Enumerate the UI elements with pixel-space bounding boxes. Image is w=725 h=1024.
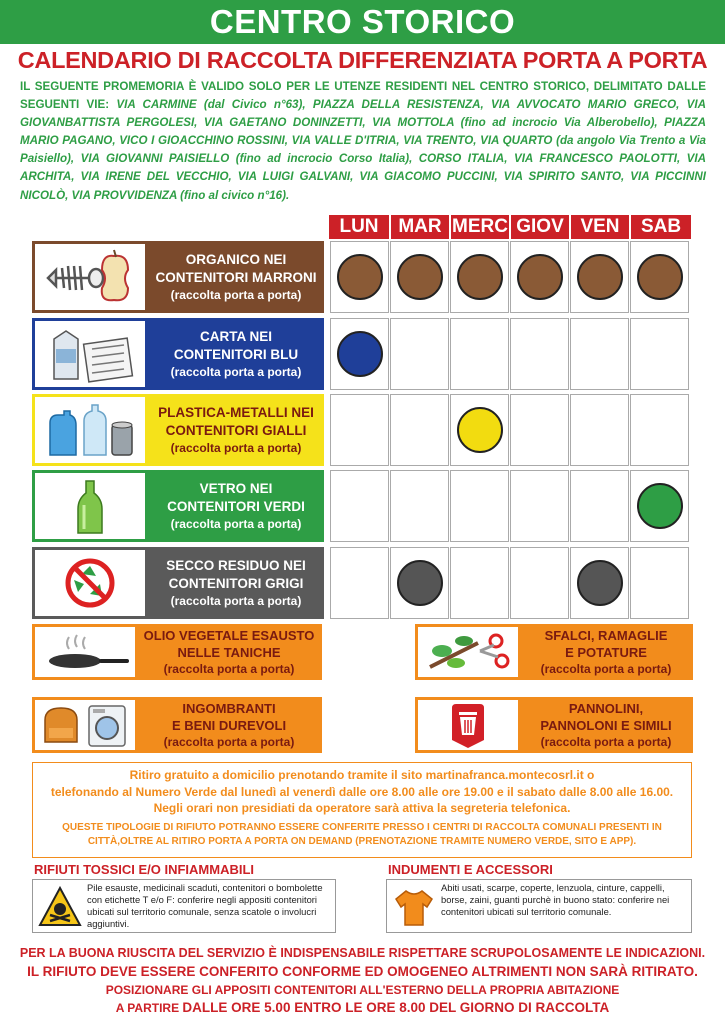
card-label-1: PANNOLINI, bbox=[568, 701, 644, 716]
card-label-2: NELLE TANICHE bbox=[177, 645, 281, 660]
calendar-cell bbox=[630, 241, 689, 313]
plastic-metal-icon bbox=[35, 397, 145, 463]
footer-line-1: PER LA BUONA RIUSCITA DEL SERVIZIO È INDISPENSABILE RISPETTARE SCRUPOLOSAMENTE LE INDICAZIONI. bbox=[19, 946, 706, 960]
card-pannolini bbox=[415, 697, 693, 753]
category-label-1: CARTA NEI bbox=[200, 328, 272, 344]
no-recycle-icon bbox=[35, 550, 145, 616]
card-note: (raccolta porta a porta) bbox=[163, 662, 295, 676]
booking-line-3: Negli orari non presidiati da operatore sarà attiva la segreteria telefonica. bbox=[153, 801, 571, 815]
booking-info-box bbox=[32, 762, 692, 858]
calendar-cell bbox=[510, 241, 569, 313]
calendar-cell bbox=[570, 241, 629, 313]
collection-dot bbox=[337, 254, 383, 300]
page-title: CENTRO STORICO bbox=[0, 0, 725, 44]
collection-dot bbox=[637, 254, 683, 300]
card-label-2: PANNOLONI E SIMILI bbox=[540, 718, 672, 733]
calendar-cell bbox=[390, 318, 449, 390]
category-label-1: PLASTICA-METALLI NEI bbox=[158, 404, 314, 420]
collection-dot bbox=[517, 254, 563, 300]
collection-dot bbox=[397, 254, 443, 300]
category-organico bbox=[32, 241, 324, 313]
frying-pan-icon bbox=[35, 627, 135, 677]
calendar-cell bbox=[330, 470, 389, 542]
intro-paragraph bbox=[20, 78, 706, 205]
calendar-cell bbox=[570, 394, 629, 466]
collection-dot bbox=[457, 407, 503, 453]
category-note: (raccolta porta a porta) bbox=[170, 593, 302, 608]
collection-dot bbox=[577, 254, 623, 300]
category-label-2: CONTENITORI GIALLI bbox=[165, 422, 307, 438]
category-note: (raccolta porta a porta) bbox=[170, 440, 302, 455]
toxic-title: RIFIUTI TOSSICI E/O INFIAMMABILI bbox=[34, 862, 255, 877]
category-note: (raccolta porta a porta) bbox=[170, 287, 302, 302]
category-note: (raccolta porta a porta) bbox=[170, 516, 302, 531]
intro-streets: VIA CARMINE (dal Civico n°63), PIAZZA DELLA RESISTENZA, VIA AVVOCATO MARIO GRECO, VIA GIOVANBATTISTA PERGOLESI, VIA GAETANO DONINZETTI, VIA MOTTOLA (fino ad incrocio Via Alberobello), PIAZZA MARIO PAGANO, VICO I GIOACCHINO ROSSINI, VIA VALLE D'ITRIA, VIA TRENTO, VIA QUARTO (da angolo Via Trento a Via Paisiello), VIA GIOVANNI PAISIELLO (fino ad incrocio Corso Italia), CORSO ITALIA, VIA FRANCESCO PAOLOTTI, VIA ARCHITA, VIA IRENE DEL VECCHIO, VIA LUIGI GALVANI, VIA GIACOMO PUCCINI, VIA SPIRITO SANTO, VIA PICCINNI NICOLÒ, VIA PROVVIDENZA (fino al civico n°16). bbox=[20, 98, 706, 202]
calendar-cell bbox=[450, 547, 509, 619]
collection-dot bbox=[337, 331, 383, 377]
calendar-cell bbox=[450, 241, 509, 313]
calendar-cell bbox=[510, 470, 569, 542]
calendar-cell bbox=[450, 394, 509, 466]
category-label-1: ORGANICO NEI bbox=[185, 251, 287, 267]
card-label-1: OLIO VEGETALE ESAUSTO bbox=[143, 628, 315, 643]
organic-waste-icon bbox=[35, 244, 145, 310]
card-note: (raccolta porta a porta) bbox=[540, 735, 672, 749]
card-label-2: E POTATURE bbox=[565, 645, 647, 660]
footer-line-4 bbox=[0, 1000, 725, 1015]
calendar-cell bbox=[630, 470, 689, 542]
calendar-cell bbox=[330, 547, 389, 619]
day-header-sab: SAB bbox=[631, 215, 691, 239]
tshirt-icon bbox=[390, 883, 438, 931]
card-ingombranti bbox=[32, 697, 322, 753]
card-sfalci bbox=[415, 624, 693, 680]
hazard-skull-icon bbox=[36, 883, 84, 931]
category-note: (raccolta porta a porta) bbox=[170, 364, 302, 379]
category-plastica bbox=[32, 394, 324, 466]
paper-waste-icon bbox=[35, 321, 145, 387]
furniture-appliance-icon bbox=[35, 700, 135, 750]
calendar-cell bbox=[630, 547, 689, 619]
day-header-ven: VEN bbox=[571, 215, 629, 239]
trash-bin-icon bbox=[418, 700, 518, 750]
collection-dot bbox=[457, 254, 503, 300]
page-subtitle: CALENDARIO DI RACCOLTA DIFFERENZIATA PORTA A PORTA bbox=[17, 47, 708, 73]
card-olio bbox=[32, 624, 322, 680]
category-label-1: SECCO RESIDUO NEI bbox=[166, 557, 306, 573]
footer-line-3: POSIZIONARE GLI APPOSITI CONTENITORI ALL'ESTERNO DELLA PROPRIA ABITAZIONE bbox=[105, 983, 620, 997]
category-label-2: CONTENITORI MARRONI bbox=[155, 269, 317, 285]
calendar-cell bbox=[390, 394, 449, 466]
category-label-2: CONTENITORI GRIGI bbox=[168, 575, 304, 591]
category-label-2: CONTENITORI BLU bbox=[173, 346, 299, 362]
day-header-mar: MAR bbox=[391, 215, 449, 239]
collection-dot bbox=[577, 560, 623, 606]
footer-line-4b: DALLE ORE 5.00 ENTRO LE ORE 8.00 DEL GIORNO DI RACCOLTA bbox=[182, 1000, 610, 1015]
calendar-cell bbox=[450, 318, 509, 390]
collection-dot bbox=[637, 483, 683, 529]
toxic-description: Pile esauste, medicinali scaduti, contenitori o bombolette con etichette T e/o F: conferire negli appositi contenitori ubicati sul territorio comunale, senza scatole o involucri aggiuntivi. bbox=[87, 882, 323, 929]
calendar-cell bbox=[330, 241, 389, 313]
calendar-cell bbox=[570, 318, 629, 390]
toxic-info-box bbox=[32, 879, 336, 933]
clothes-info-box bbox=[386, 879, 692, 933]
booking-line-1: Ritiro gratuito a domicilio prenotando tramite il sito martinafranca.montecosrl.it o bbox=[129, 768, 595, 782]
card-note: (raccolta porta a porta) bbox=[163, 735, 295, 749]
footer-line-4a: A PARTIRE bbox=[115, 1001, 183, 1015]
footer-line-2: IL RIFIUTO DEVE ESSERE CONFERITO CONFORME ED OMOGENEO ALTRIMENTI NON SARÀ RITIRATO. bbox=[27, 964, 698, 979]
category-vetro bbox=[32, 470, 324, 542]
calendar-cell bbox=[630, 394, 689, 466]
calendar-cell bbox=[330, 318, 389, 390]
card-note: (raccolta porta a porta) bbox=[540, 662, 672, 676]
calendar-cell bbox=[450, 470, 509, 542]
calendar-cell bbox=[630, 318, 689, 390]
calendar-cell bbox=[570, 547, 629, 619]
calendar-cell bbox=[330, 394, 389, 466]
calendar-cell bbox=[510, 394, 569, 466]
booking-line-2: telefonando al Numero Verde dal lunedì al venerdì dalle ore 8.00 alle ore 19.00 e il sabato dalle 8.00 alle 16.00. bbox=[50, 784, 674, 799]
booking-note-2: CITTÀ,OLTRE AL RITIRO PORTA A PORTA ON DEMAND (PRENOTAZIONE TRAMITE NUMERO VERDE, SITO E APP). bbox=[87, 835, 637, 847]
intro-prefix: IL SEGUENTE PROMEMORIA È VALIDO SOLO PER LE UTENZE RESIDENTI NEL CENTRO STORICO, DELIMITATO DALLE SEGUENTI VIE: bbox=[20, 80, 706, 112]
pruning-shears-icon bbox=[418, 627, 518, 677]
calendar-cell bbox=[510, 547, 569, 619]
category-label-2: CONTENITORI VERDI bbox=[167, 498, 305, 514]
card-label-1: SFALCI, RAMAGLIE bbox=[544, 628, 668, 643]
booking-note-1: QUESTE TIPOLOGIE DI RIFIUTO POTRANNO ESSERE CONFERITE PRESSO I CENTRI DI RACCOLTA COMUNALI PRESENTI IN bbox=[62, 821, 662, 833]
clothes-description: Abiti usati, scarpe, coperte, lenzuola, cinture, cappelli, borse, zaini, guanti purchè in buono stato: conferire nei contenitori ubicati sul territorio comunale. bbox=[441, 882, 670, 917]
calendar-cell bbox=[390, 241, 449, 313]
card-label-1: INGOMBRANTI bbox=[182, 701, 276, 716]
category-label-1: VETRO NEI bbox=[199, 480, 273, 496]
calendar-cell bbox=[390, 547, 449, 619]
glass-bottle-icon bbox=[35, 473, 145, 539]
day-header-giov: GIOV bbox=[511, 215, 569, 239]
category-carta bbox=[32, 318, 324, 390]
calendar-cell bbox=[510, 318, 569, 390]
day-header-lun: LUN bbox=[329, 215, 389, 239]
calendar-cell bbox=[390, 470, 449, 542]
calendar-cell bbox=[570, 470, 629, 542]
day-header-merc: MERC bbox=[452, 216, 508, 237]
collection-dot bbox=[397, 560, 443, 606]
card-label-2: E BENI DUREVOLI bbox=[171, 718, 287, 733]
clothes-title: INDUMENTI E ACCESSORI bbox=[388, 862, 553, 877]
category-secco bbox=[32, 547, 324, 619]
